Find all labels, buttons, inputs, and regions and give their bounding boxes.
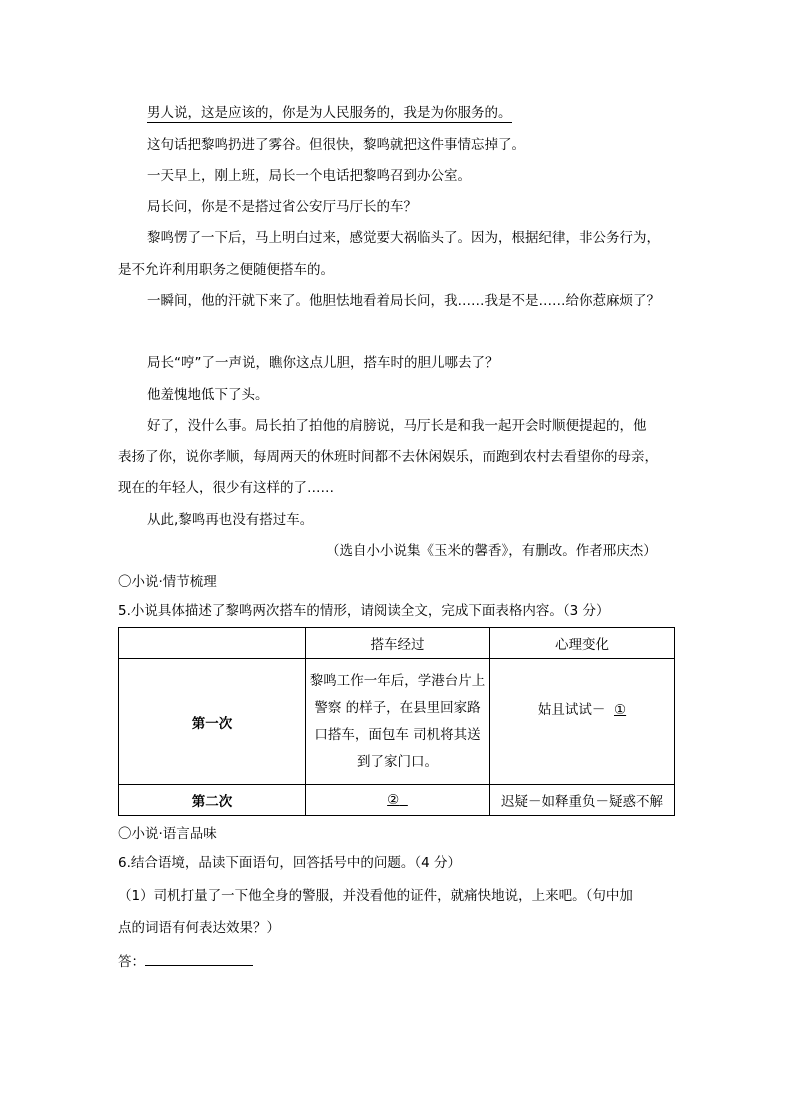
section-heading: 〇小说·情节梳理 <box>118 574 217 590</box>
row-label-second: 第二次 <box>119 785 306 816</box>
question-6: 6.结合语境，品读下面语句，回答括号中的问题。（4 分） <box>118 855 462 871</box>
row2-process <box>306 785 490 816</box>
table-header-change: 心理变化 <box>490 628 675 659</box>
question-6-1-cont: 点的词语有何表达效果？） <box>118 920 280 936</box>
story-paragraph <box>147 104 512 122</box>
row1-change <box>490 659 675 785</box>
row1-process-line: 黎鸣工作一年后，学港台片上 <box>309 672 486 689</box>
question-6-1: （1）司机打量了一下他全身的警服，并没看他的证件，就痛快地说，上来吧。（句中加 <box>118 888 633 904</box>
row2-process-blank: ② <box>387 792 400 808</box>
answer-label: 答： <box>118 954 145 970</box>
question-5: 5.小说具体描述了黎鸣两次搭车的情形，请阅读全文，完成下面表格内容。（3 分） <box>118 603 610 619</box>
story-paragraph: 他羞愧地低下了头。 <box>147 387 269 403</box>
story-paragraph: 是不允许利用职务之便随便搭车的。 <box>118 262 334 278</box>
story-paragraph: 局长“哼”了一声说，瞧你这点儿胆，搭车时的胆儿哪去了？ <box>147 355 499 371</box>
story-paragraph: 局长问，你是不是搭过省公安厅马厅长的车？ <box>147 199 417 215</box>
section-heading: 〇小说·语言品味 <box>118 826 217 842</box>
story-paragraph: 表扬了你，说你孝顺，每周两天的休班时间都不去休闲娱乐，而跑到农村去看望你的母亲， <box>118 449 658 465</box>
answer-blank[interactable] <box>145 951 253 966</box>
story-paragraph: 现在的年轻人，很少有这样的了…… <box>118 480 334 496</box>
source-citation: （选自小小说集《玉米的馨香》，有删改。作者邢庆杰） <box>326 543 657 559</box>
row1-change-blank: ① <box>613 701 627 718</box>
row1-change-text: 姑且试试－ <box>537 701 606 718</box>
row1-process-line: 口搭车，面包车 司机将其送 <box>314 726 481 743</box>
story-paragraph: 黎鸣愣了一下后，马上明白过来，感觉要大祸临头了。因为，根据纪律，非公务行为， <box>147 230 660 246</box>
story-paragraph: 一瞬间，他的汗就下来了。他胆怯地看着局长问，我……我是不是……给你惹麻烦了？ <box>147 293 660 309</box>
table-corner-cell <box>119 628 306 659</box>
answer-row <box>118 951 253 971</box>
table-header-process: 搭车经过 <box>306 628 490 659</box>
row1-process <box>306 659 490 785</box>
row2-change: 迟疑－如释重负－疑惑不解 <box>490 785 675 816</box>
row1-process-line: 警察 的样子，在县里回家路 <box>314 699 481 716</box>
story-paragraph: 这句话把黎鸣扔进了雾谷。但很快，黎鸣就把这件事情忘掉了。 <box>147 137 525 153</box>
row1-process-line: 到了家门口。 <box>357 753 438 770</box>
underlined-sentence: 男人说，这是应该的，你是为人民服务的，我是为你服务的。 <box>147 105 512 121</box>
story-paragraph: 从此,黎鸣再也没有搭过车。 <box>147 512 314 528</box>
story-paragraph: 一天早上，刚上班，局长一个电话把黎鸣召到办公室。 <box>147 168 471 184</box>
row-label-first: 第一次 <box>119 659 306 785</box>
plot-table <box>118 627 675 816</box>
story-paragraph: 好了，没什么事。局长拍了拍他的肩膀说，马厅长是和我一起开会时顺便提起的，他 <box>147 418 647 434</box>
